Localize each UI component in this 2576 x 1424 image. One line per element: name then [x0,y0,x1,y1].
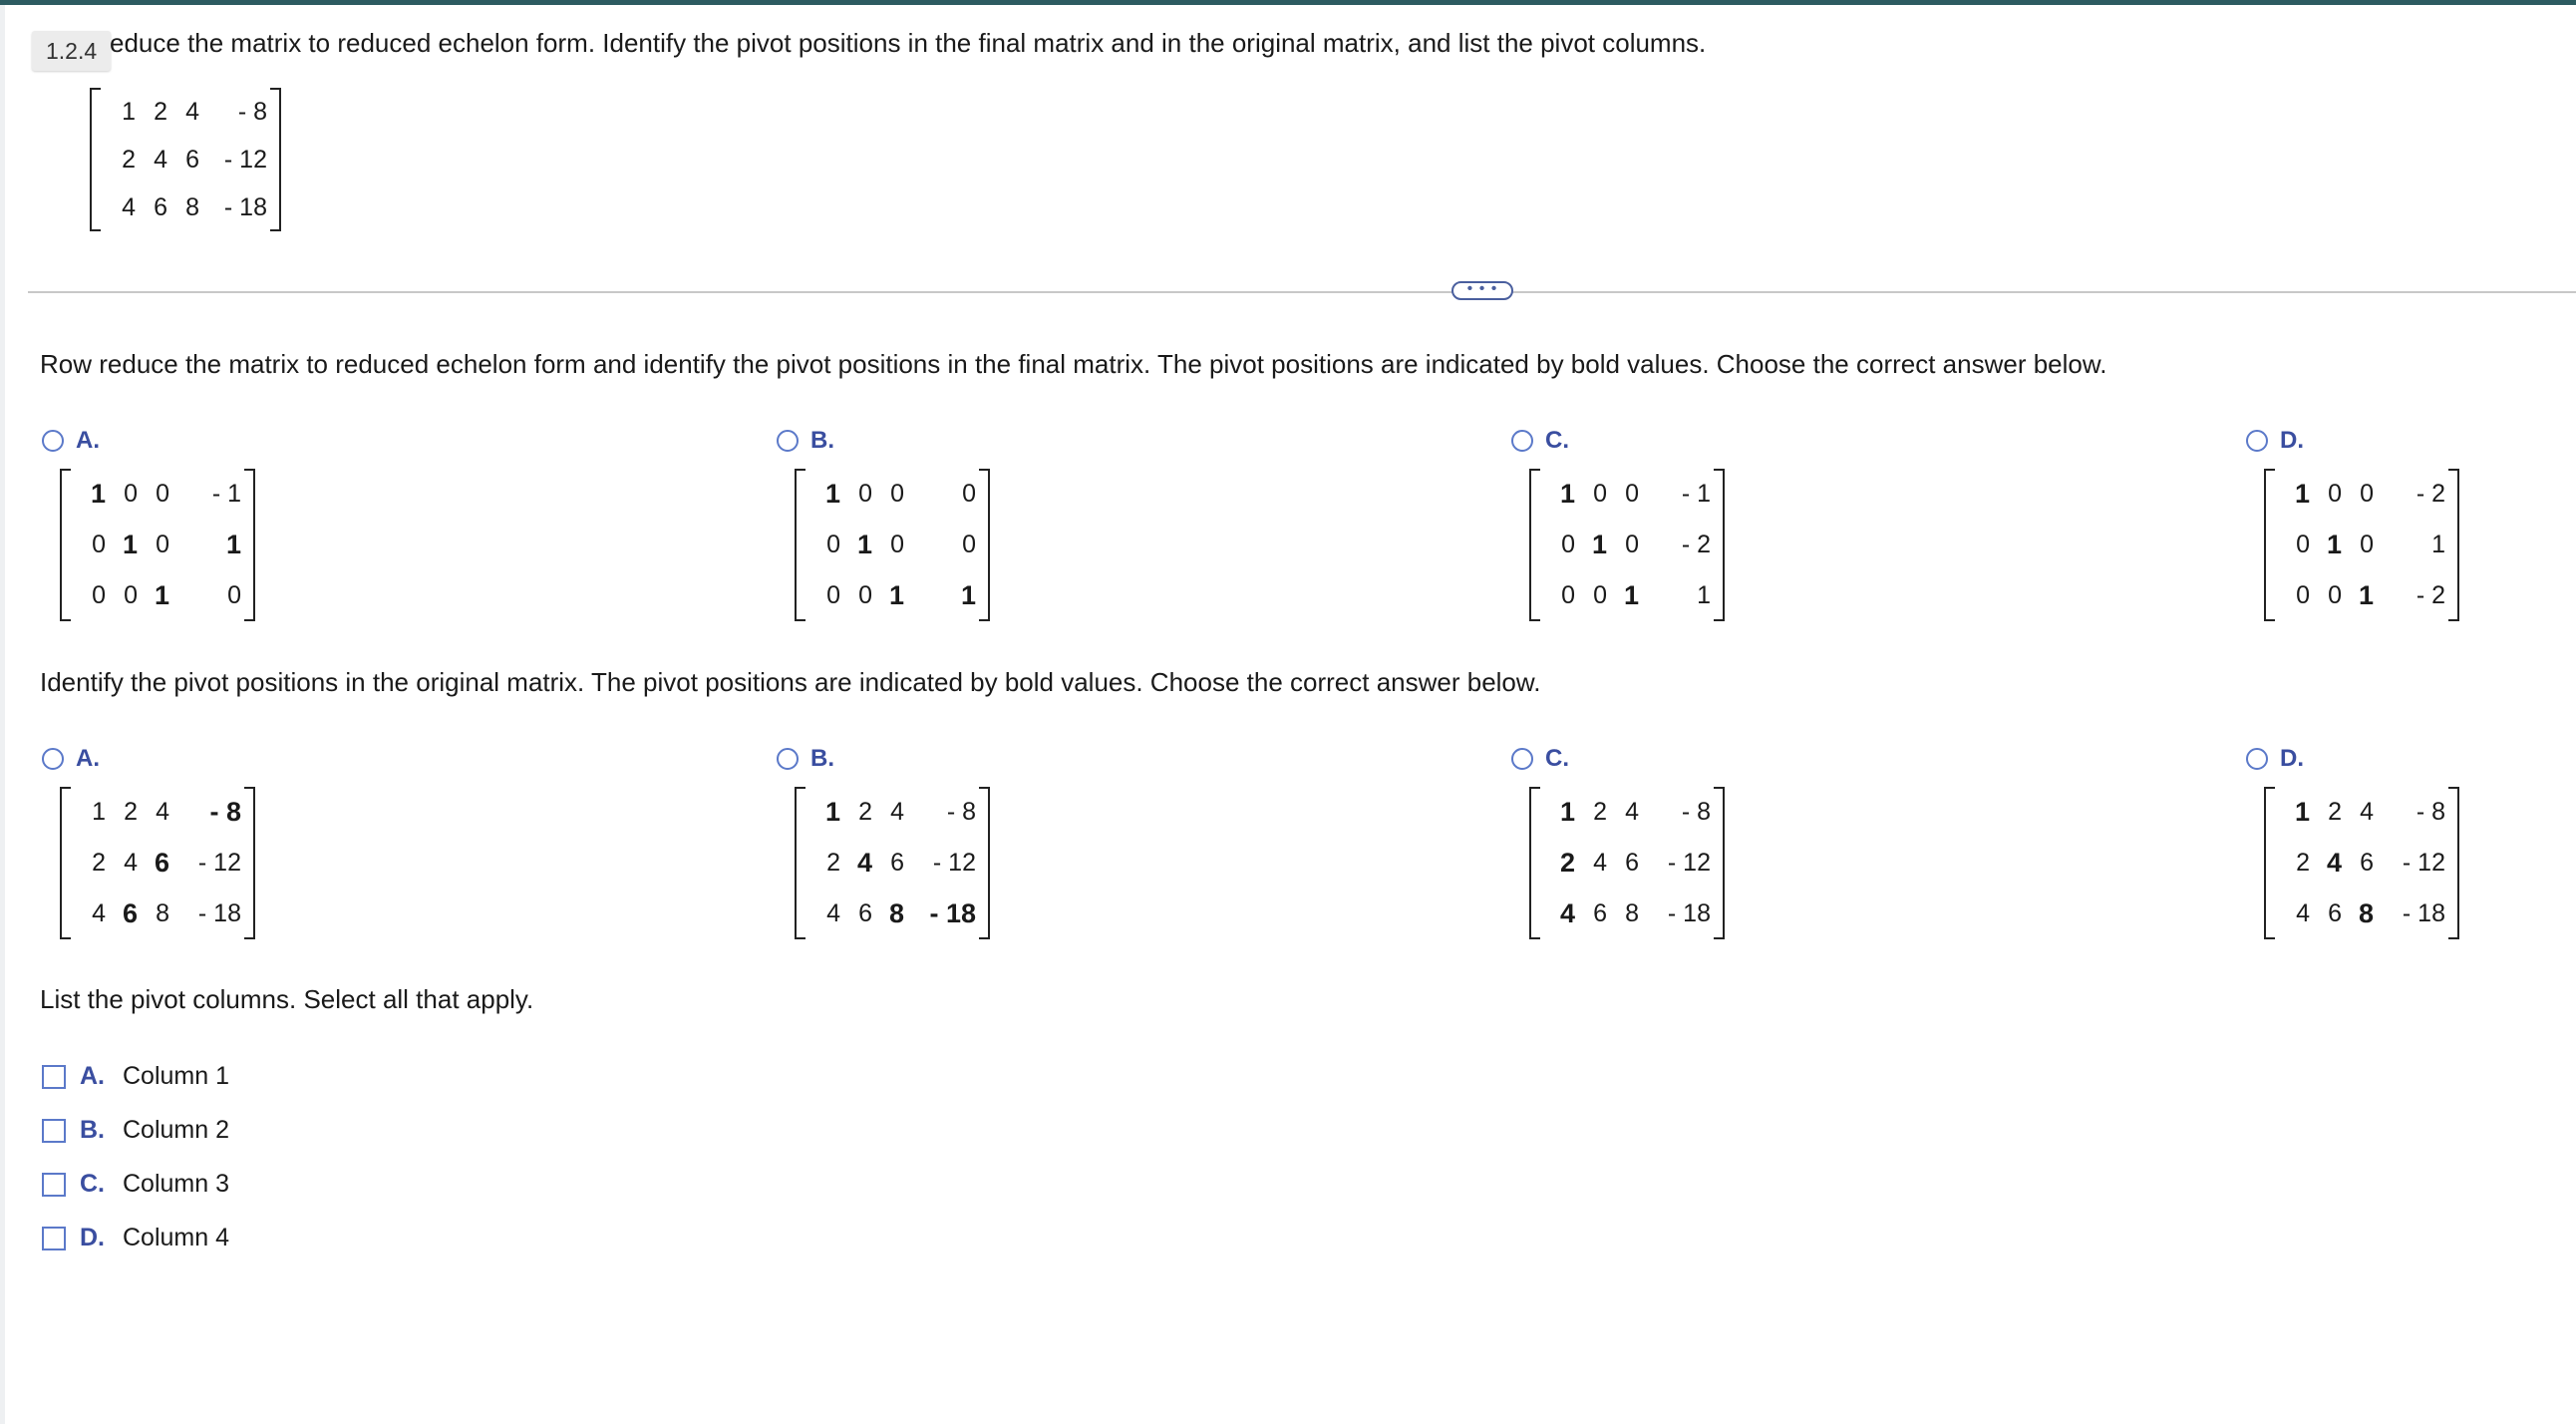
matrix-row [74,520,241,570]
matrix-row [1543,787,1711,838]
matrix-entry: 0 [1625,480,1639,508]
pivot-column-option-d[interactable] [42,1224,229,1252]
matrix-entry: 0 [124,480,138,508]
radio-button[interactable] [42,748,64,770]
matrix-entry: - 8 [946,798,976,826]
matrix-entry: 6 [1625,849,1639,877]
matrix-row [808,787,976,838]
matrix-entry: 0 [124,581,138,609]
matrix-entry: 2 [2328,798,2342,826]
matrix-entry: 0 [890,531,904,558]
matrix-entry: 0 [826,531,840,558]
option-letter: A. [80,1062,105,1090]
matrix-entry: 1 [2294,479,2310,509]
matrix-entry: 0 [1593,581,1607,609]
matrix-row [1543,889,1711,939]
matrix-entry: 4 [1559,898,1575,928]
matrix-row [74,838,241,889]
part2-option-a-matrix [60,787,255,939]
matrix-entry: 0 [1625,531,1639,558]
matrix-entry: 6 [154,192,167,221]
matrix-row [808,570,976,621]
matrix-row [2278,469,2445,520]
matrix-row [104,136,267,183]
matrix-entry: 4 [2326,848,2342,878]
matrix-entry: 2 [826,849,840,877]
option-letter: C. [1545,745,1569,772]
matrix-entry: 8 [2358,898,2374,928]
matrix-entry: 1 [90,479,106,509]
matrix-entry: 1 [154,580,169,610]
radio-button[interactable] [777,748,799,770]
matrix-entry: 4 [856,848,872,878]
matrix-entry: 0 [1561,581,1575,609]
matrix-entry: 0 [858,480,872,508]
matrix-entry: 0 [826,581,840,609]
matrix-entry: 6 [154,848,169,878]
matrix-row [808,520,976,570]
matrix-entry: 8 [156,899,169,927]
matrix-entry: - 8 [237,97,267,126]
matrix-entry: 1 [1591,530,1607,559]
matrix-entry: 1 [888,580,904,610]
option-label: Column 4 [123,1224,229,1251]
matrix-entry: 6 [1593,899,1607,927]
matrix-entry: 0 [2360,531,2374,558]
matrix-row [1543,570,1711,621]
matrix-entry: - 12 [1667,849,1711,877]
matrix-entry: 4 [826,899,840,927]
part2-option-d[interactable] [2246,745,2304,773]
matrix-row [104,183,267,231]
part3-instruction: List the pivot columns. Select all that apply. [40,984,534,1014]
checkbox[interactable] [42,1119,66,1143]
matrix-entry: 1 [1559,479,1575,509]
part2-instruction: Identify the pivot positions in the original matrix. The pivot positions are indicated by bold values. Choose the correct answer below. [40,667,1541,697]
matrix-entry: 2 [1559,848,1575,878]
matrix-entry: - 12 [932,849,976,877]
matrix-row [1543,469,1711,520]
option-letter: C. [80,1170,105,1198]
option-letter: B. [80,1116,105,1144]
matrix-entry: 2 [154,97,167,126]
radio-button[interactable] [777,430,799,452]
matrix-row [2278,889,2445,939]
matrix-entry: 4 [1593,849,1607,877]
matrix-row [74,787,241,838]
matrix-entry: - 1 [1681,480,1711,508]
matrix-entry: 6 [2328,899,2342,927]
question-prompt: educe the matrix to reduced echelon form. Identify the pivot positions in the final matrix and in the original matrix, and list the pivot columns. [110,28,1707,58]
matrix-entry: 0 [156,480,169,508]
matrix-row [2278,520,2445,570]
matrix-row [104,88,267,136]
matrix-entry: 1 [2358,580,2374,610]
option-letter: D. [2280,427,2304,454]
matrix-row [74,889,241,939]
matrix-entry: 4 [2296,899,2310,927]
option-label: Column 2 [123,1116,229,1144]
matrix-entry: 1 [225,530,241,559]
matrix-entry: - 12 [197,849,241,877]
option-letter: B. [810,427,834,454]
matrix-entry: 0 [890,480,904,508]
matrix-row [74,570,241,621]
matrix-entry: 0 [2328,581,2342,609]
matrix-entry: 1 [1623,580,1639,610]
matrix-entry: 8 [185,192,199,221]
part1-option-d[interactable] [2246,427,2304,455]
matrix-entry: 8 [1625,899,1639,927]
matrix-entry: 0 [962,531,976,558]
question-matrix [90,88,281,231]
matrix-entry: 2 [122,145,136,174]
option-letter: C. [1545,427,1569,454]
matrix-entry: 1 [1697,581,1711,609]
part1-option-c-matrix [1529,469,1725,621]
matrix-entry: - 2 [1681,531,1711,558]
matrix-entry: 4 [122,192,136,221]
matrix-entry: 6 [122,898,138,928]
matrix-entry: 2 [2296,849,2310,877]
matrix-entry: - 8 [1681,798,1711,826]
matrix-entry: 2 [858,798,872,826]
checkbox[interactable] [42,1227,66,1250]
option-letter: A. [76,427,100,454]
radio-button[interactable] [2246,430,2268,452]
radio-button[interactable] [42,430,64,452]
matrix-row [1543,838,1711,889]
matrix-row [2278,570,2445,621]
radio-button[interactable] [1511,430,1533,452]
matrix-entry: 1 [122,530,138,559]
matrix-entry: 4 [92,899,106,927]
matrix-row [74,469,241,520]
matrix-entry: 2 [92,849,106,877]
matrix-entry: 0 [156,531,169,558]
top-accent-bar [0,0,2576,5]
part2-option-b[interactable] [777,745,834,773]
matrix-entry: - 18 [197,899,241,927]
part2-option-c[interactable] [1511,745,1569,773]
matrix-row [808,889,976,939]
part1-option-a-matrix [60,469,255,621]
matrix-entry: - 1 [211,480,241,508]
matrix-entry: 0 [1593,480,1607,508]
pivot-column-option-a[interactable] [42,1062,229,1091]
matrix-entry: - 2 [2415,581,2445,609]
matrix-entry: - 18 [929,898,976,928]
matrix-row [808,838,976,889]
matrix-entry: 6 [890,849,904,877]
matrix-entry: 0 [1561,531,1575,558]
matrix-entry: 0 [2296,581,2310,609]
matrix-entry: 1 [122,97,136,126]
radio-button[interactable] [1511,748,1533,770]
matrix-row [1543,520,1711,570]
expand-button[interactable]: • • • [1451,281,1513,300]
matrix-entry: - 12 [2402,849,2445,877]
matrix-row [2278,787,2445,838]
pivot-column-option-c[interactable] [42,1170,229,1199]
option-letter: D. [80,1224,105,1251]
matrix-entry: 2 [1593,798,1607,826]
matrix-entry: 4 [1625,798,1639,826]
option-letter: B. [810,745,834,772]
matrix-entry: - 8 [2415,798,2445,826]
matrix-entry: 4 [154,145,167,174]
section-divider [28,291,2576,293]
matrix-entry: 1 [2326,530,2342,559]
matrix-entry: 1 [824,797,840,827]
matrix-entry: 4 [185,97,199,126]
matrix-entry: - 18 [223,192,267,221]
matrix-entry: - 18 [1667,899,1711,927]
matrix-row [2278,838,2445,889]
part1-option-b[interactable] [777,427,834,455]
matrix-row [808,469,976,520]
matrix-entry: 0 [858,581,872,609]
matrix-entry: - 8 [209,797,241,827]
matrix-entry: 0 [962,480,976,508]
checkbox[interactable] [42,1065,66,1089]
matrix-entry: 1 [960,580,976,610]
matrix-entry: 1 [856,530,872,559]
matrix-entry: - 12 [223,145,267,174]
matrix-entry: 6 [185,145,199,174]
radio-button[interactable] [2246,748,2268,770]
option-letter: A. [76,745,100,772]
part2-option-b-matrix [795,787,990,939]
part1-option-c[interactable] [1511,427,1569,455]
matrix-entry: 0 [92,581,106,609]
matrix-entry: 1 [2294,797,2310,827]
matrix-entry: 4 [890,798,904,826]
part2-option-c-matrix [1529,787,1725,939]
matrix-entry: 0 [2296,531,2310,558]
option-label: Column 3 [123,1170,229,1198]
part1-option-b-matrix [795,469,990,621]
matrix-entry: 0 [227,581,241,609]
matrix-entry: 8 [888,898,904,928]
matrix-entry: 0 [2328,480,2342,508]
matrix-entry: 1 [824,479,840,509]
matrix-entry: - 2 [2415,480,2445,508]
part1-option-a[interactable] [42,427,100,455]
option-letter: D. [2280,745,2304,772]
matrix-entry: 6 [858,899,872,927]
matrix-entry: 4 [156,798,169,826]
matrix-entry: 0 [2360,480,2374,508]
part2-option-d-matrix [2264,787,2459,939]
checkbox[interactable] [42,1173,66,1197]
left-edge-strip [0,5,5,1424]
matrix-entry: 1 [1559,797,1575,827]
matrix-entry: 4 [124,849,138,877]
part1-option-d-matrix [2264,469,2459,621]
part2-option-a[interactable] [42,745,100,773]
matrix-entry: 4 [2360,798,2374,826]
matrix-entry: 1 [2431,531,2445,558]
matrix-entry: - 18 [2402,899,2445,927]
matrix-entry: 2 [124,798,138,826]
part1-instruction: Row reduce the matrix to reduced echelon form and identify the pivot positions in the final matrix. The pivot positions are indicated by bold values. Choose the correct answer below. [40,349,2107,379]
option-label: Column 1 [123,1062,229,1090]
question-number-badge: 1.2.4 [32,31,111,71]
matrix-entry: 0 [92,531,106,558]
matrix-entry: 6 [2360,849,2374,877]
matrix-entry: 1 [92,798,106,826]
pivot-column-option-b[interactable] [42,1116,229,1145]
